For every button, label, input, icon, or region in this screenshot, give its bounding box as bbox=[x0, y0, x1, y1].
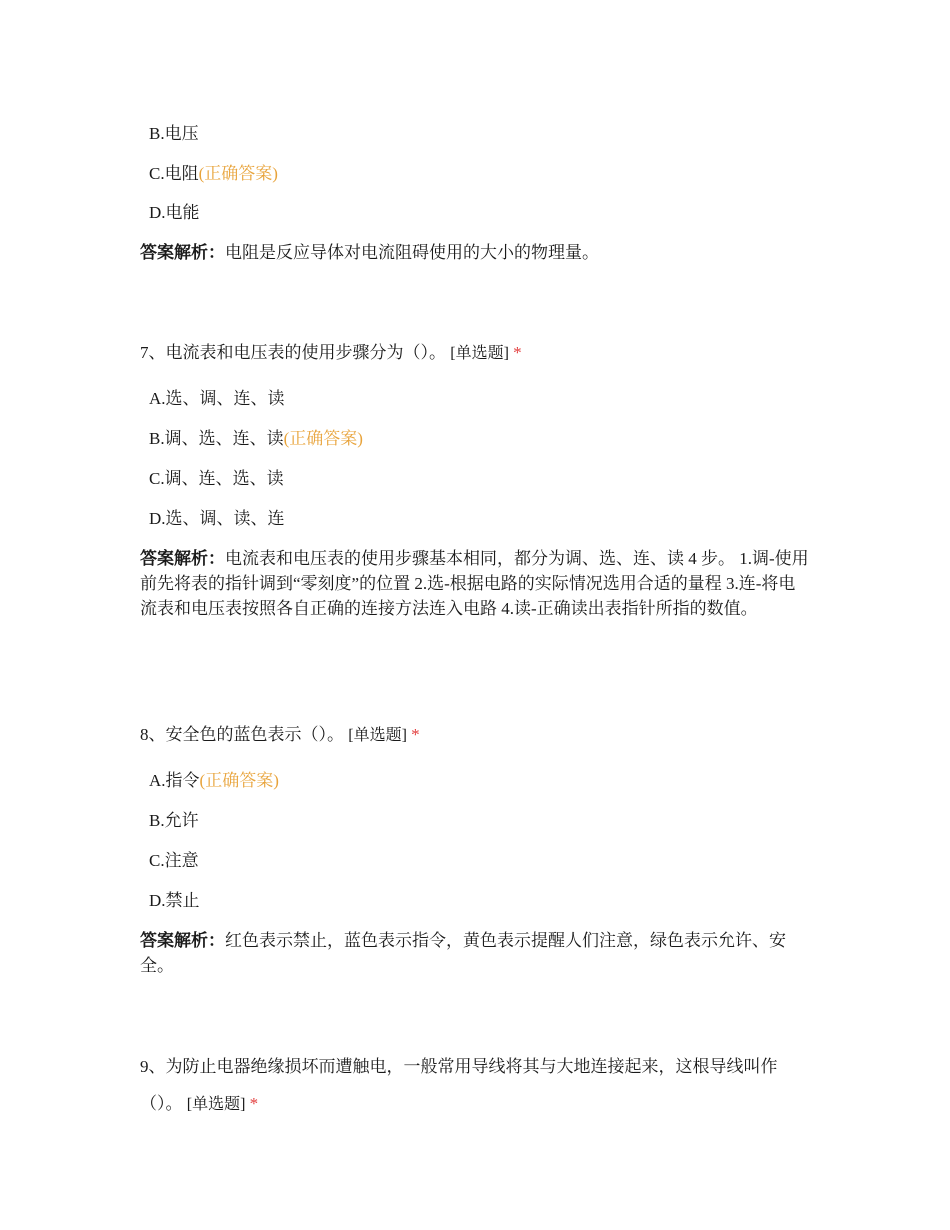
q7-title: 7、电流表和电压表的使用步骤分为（）。 [单选题] * bbox=[140, 343, 522, 362]
q7-answer-analysis: 答案解析：电流表和电压表的使用步骤基本相同，都分为调、选、连、读 4 步。 1.调-使用前先将表的指针调到“零刻度”的位置 2.选-根据电路的实际情况选用合适的量程 3.连-将电流表和电压表按照各自正确的连接方法连入电路 4.读-正确读出表指针所指的数值。 bbox=[140, 549, 809, 618]
q8-option-c[interactable]: C.注意 bbox=[149, 851, 199, 870]
q7-option-d[interactable]: D.选、调、读、连 bbox=[149, 509, 285, 528]
q6-option-b[interactable]: B.电压 bbox=[149, 124, 199, 143]
q7-option-a[interactable]: A.选、调、连、读 bbox=[149, 389, 285, 408]
q6-option-c[interactable]: C.电阻(正确答案) bbox=[149, 164, 278, 183]
q8-option-a[interactable]: A.指令(正确答案) bbox=[149, 771, 279, 790]
q8-answer-analysis: 答案解析：红色表示禁止，蓝色表示指令，黄色表示提醒人们注意，绿色表示允许、安全。 bbox=[140, 931, 786, 975]
required-marker: * bbox=[513, 343, 522, 362]
question-type-tag: [单选题] bbox=[186, 1096, 246, 1113]
q8-option-b[interactable]: B.允许 bbox=[149, 811, 199, 830]
q6-answer-analysis: 答案解析：电阻是反应导体对电流阻碍使用的大小的物理量。 bbox=[140, 243, 599, 262]
q9-title: 9、为防止电器绝缘损坏而遭触电，一般常用导线将其与大地连接起来，这根导线叫作（）。 [单选题] * bbox=[140, 1057, 778, 1113]
correct-answer-marker: (正确答案) bbox=[198, 164, 278, 183]
correct-answer-marker: (正确答案) bbox=[283, 429, 363, 448]
q7-option-c[interactable]: C.调、连、选、读 bbox=[149, 469, 284, 488]
q7-option-b[interactable]: B.调、选、连、读(正确答案) bbox=[149, 429, 363, 448]
q6-option-d[interactable]: D.电能 bbox=[149, 203, 200, 222]
required-marker: * bbox=[411, 725, 420, 744]
q8-option-d[interactable]: D.禁止 bbox=[149, 891, 200, 910]
required-marker: * bbox=[249, 1094, 259, 1113]
question-type-tag: [单选题] bbox=[348, 727, 407, 744]
question-type-tag: [单选题] bbox=[450, 345, 509, 362]
correct-answer-marker: (正确答案) bbox=[199, 771, 279, 790]
q8-title: 8、安全色的蓝色表示（）。 [单选题] * bbox=[140, 725, 420, 744]
